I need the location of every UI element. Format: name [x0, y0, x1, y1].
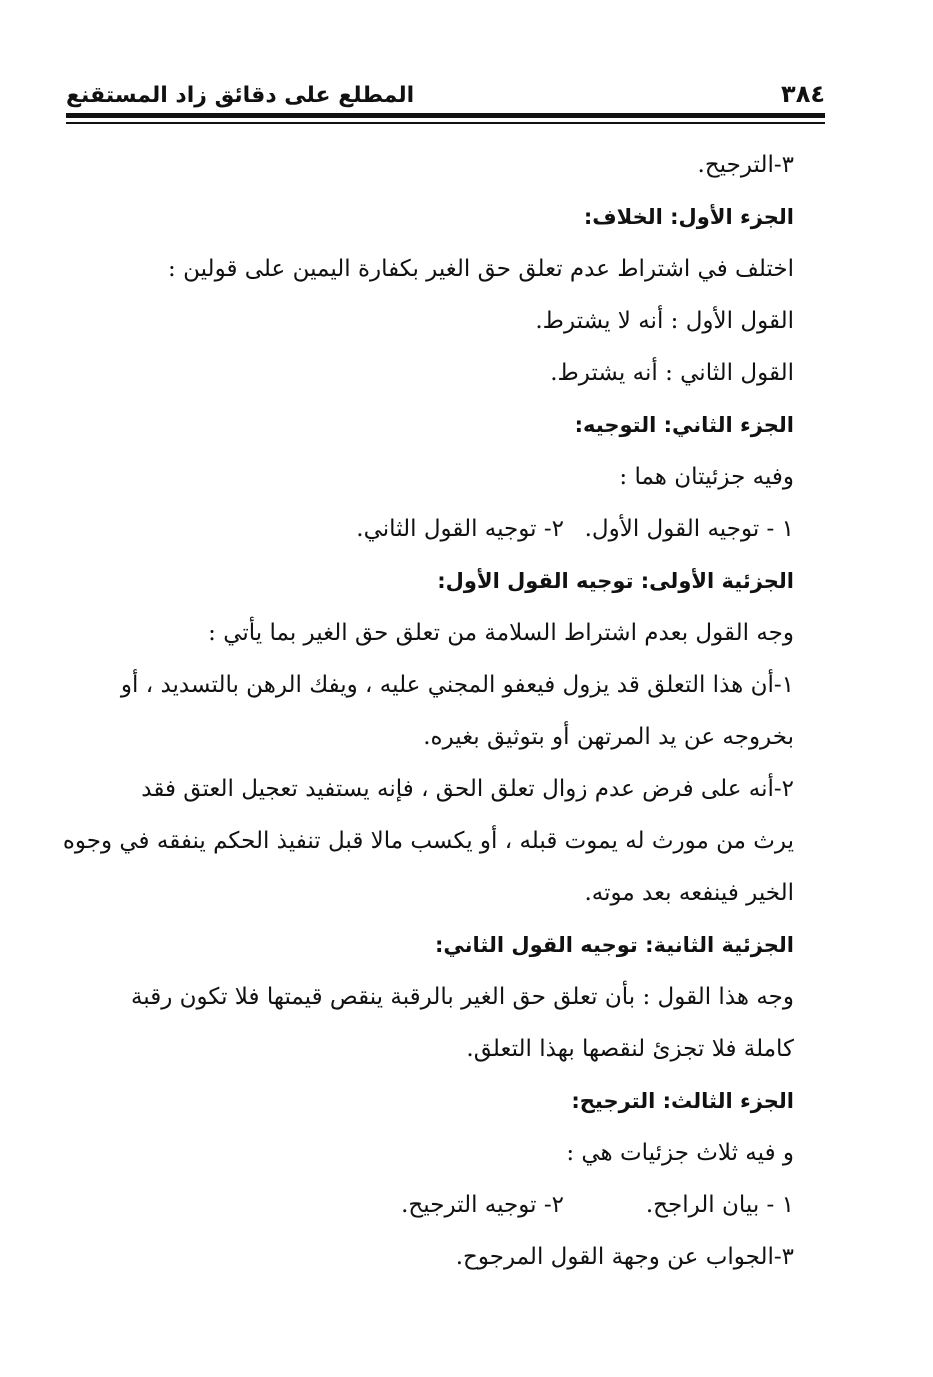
list-item: ٢- توجيه الترجيح.: [401, 1192, 564, 1218]
header-rule-thin: [66, 122, 825, 124]
page-header: [66, 78, 825, 108]
body-line: و فيه ثلاث جزئيات هي :: [566, 1140, 794, 1166]
book-title: المطلع على دقائق زاد المستقنع: [66, 83, 415, 108]
body-line: وفيه جزئيتان هما :: [619, 464, 794, 490]
two-column-list: [66, 1188, 794, 1222]
page-number: ٣٨٤: [781, 80, 825, 108]
body-line: وجه القول بعدم اشتراط السلامة من تعلق حق الغير بما يأتي :: [208, 620, 794, 646]
page-body: [62, 148, 794, 1292]
list-item: ١ - بيان الراجح.: [645, 1192, 794, 1218]
body-line: ٢-أنه على فرض عدم زوال تعلق الحق ، فإنه يستفيد تعجيل العتق فقد: [141, 776, 794, 802]
body-line: يرث من مورث له يموت قبله ، أو يكسب مالا قبل تنفيذ الحكم ينفقه في وجوه: [62, 828, 794, 854]
section-heading: الجزء الأول: الخلاف:: [583, 205, 794, 229]
body-line: ٣-الجواب عن وجهة القول المرجوح.: [455, 1244, 794, 1270]
section-heading: الجزئية الأولى: توجيه القول الأول:: [437, 569, 794, 593]
body-line: اختلف في اشتراط عدم تعلق حق الغير بكفارة اليمين على قولين :: [168, 256, 794, 282]
section-heading: الجزء الثاني: التوجيه:: [574, 413, 794, 437]
body-line: بخروجه عن يد المرتهن أو بتوثيق بغيره.: [423, 724, 794, 750]
body-line: كاملة فلا تجزئ لنقصها بهذا التعلق.: [466, 1036, 794, 1062]
body-line: وجه هذا القول : بأن تعلق حق الغير بالرقبة ينقص قيمتها فلا تكون رقبة: [130, 984, 794, 1010]
list-item: ١ - توجيه القول الأول.: [584, 516, 794, 542]
body-line: ١-أن هذا التعلق قد يزول فيعفو المجني عليه ، ويفك الرهن بالتسديد ، أو: [120, 672, 794, 698]
body-line: القول الأول : أنه لا يشترط.: [535, 308, 794, 334]
header-rule-thick: [66, 113, 825, 118]
body-line: ٣-الترجيح.: [697, 152, 794, 178]
section-heading: الجزئية الثانية: توجيه القول الثاني:: [435, 933, 794, 957]
body-line: القول الثاني : أنه يشترط.: [550, 360, 794, 386]
two-column-list: [66, 512, 794, 546]
body-line: الخير فينفعه بعد موته.: [584, 880, 794, 906]
section-heading: الجزء الثالث: الترجيح:: [571, 1089, 794, 1113]
list-item: ٢- توجيه القول الثاني.: [356, 516, 564, 542]
